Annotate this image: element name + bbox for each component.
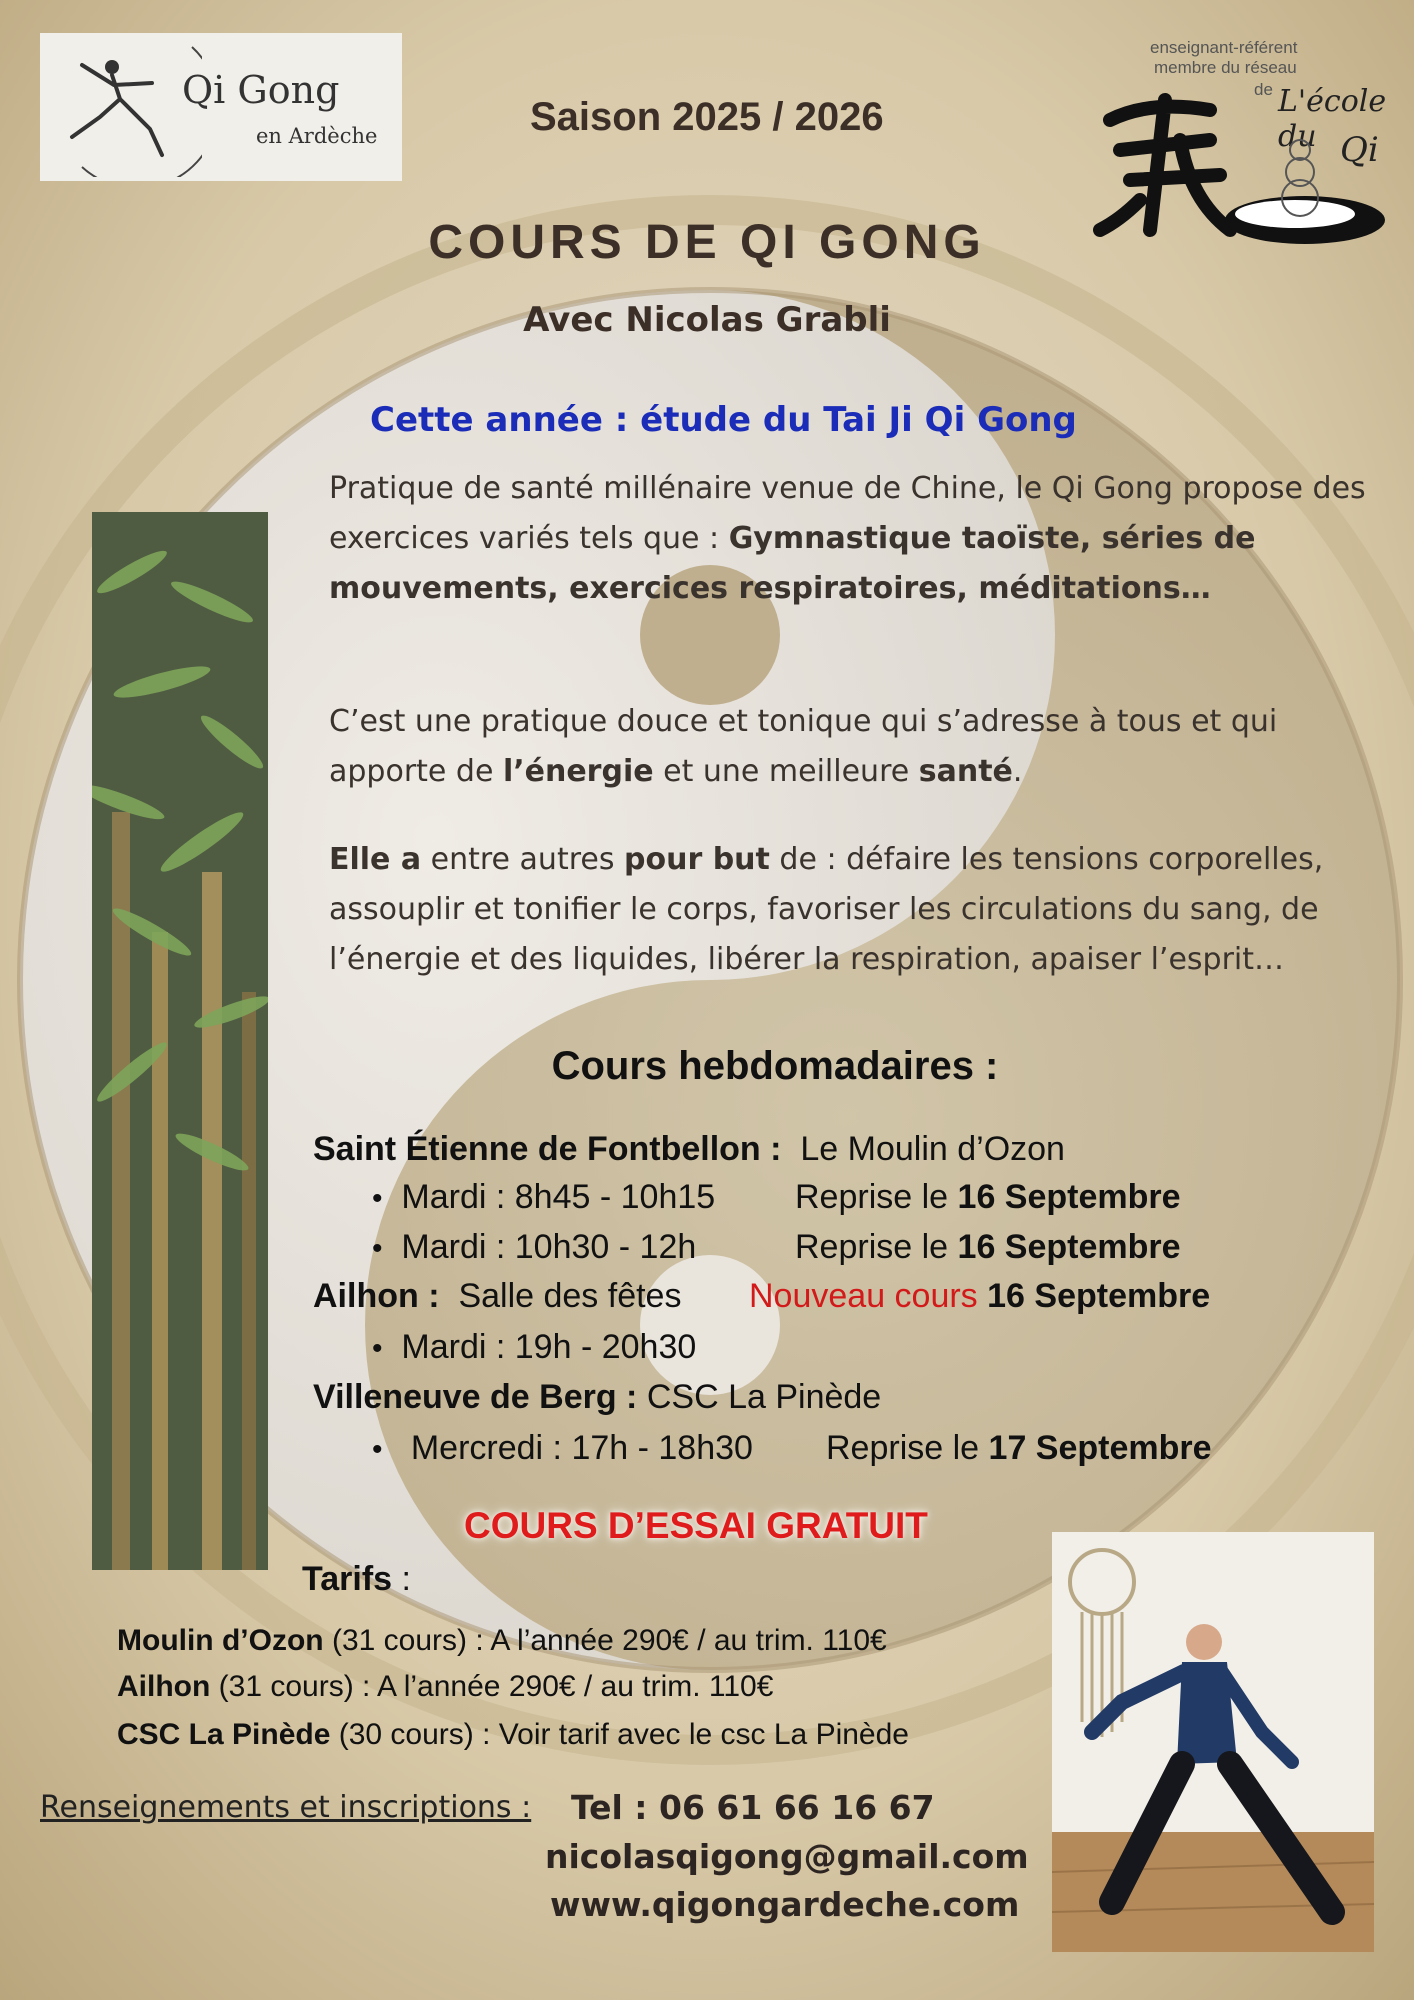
reprise-date: 17 Septembre: [988, 1429, 1212, 1467]
tarif-detail: (31 cours) : A l’année 290€ / au trim. 110€: [210, 1670, 774, 1703]
schedule-item: [372, 1228, 696, 1267]
schedule-item: [372, 1178, 715, 1217]
reprise-label: Reprise le: [795, 1228, 949, 1266]
goal-text-2: de : défaire les tensions corporelles, assouplir et tonifier le corps, favoriser les circulations du sang, de l’énergie et des liquides, libérer la respiration, apaiser l’esprit…: [329, 842, 1324, 977]
reprise-label: Reprise le: [826, 1429, 980, 1467]
website-link[interactable]: www.qigongardeche.com: [550, 1885, 1020, 1924]
location-ailhon: [313, 1277, 681, 1316]
intro-paragraph: [329, 464, 1389, 614]
new-course-notice: [749, 1277, 1210, 1316]
email-address[interactable]: nicolasqigong@gmail.com: [545, 1837, 1029, 1876]
logo-subtitle: en Ardèche: [256, 124, 378, 148]
location-name: Ailhon :: [313, 1277, 440, 1315]
location-name: Saint Étienne de Fontbellon :: [313, 1130, 782, 1168]
tarif-place: Ailhon: [117, 1670, 211, 1703]
bamboo-image: [92, 512, 268, 1570]
schedule-time: Mardi : 10h30 - 12h: [401, 1228, 697, 1266]
bullet: •: [372, 1433, 383, 1466]
schedule-item: [372, 1429, 753, 1468]
schedule-item: [372, 1328, 696, 1367]
tarif-detail: (31 cours) : A l’année 290€ / au trim. 110€: [323, 1624, 887, 1657]
instructor-photo: [1052, 1532, 1374, 1952]
ecole-text-line2: membre du réseau: [1154, 58, 1297, 77]
practice-bold-1: l’énergie: [502, 754, 654, 789]
location-venue: Salle des fêtes: [458, 1277, 682, 1315]
teacher-name: Avec Nicolas Grabli: [523, 300, 891, 340]
ecole-text-line1: enseignant-référent: [1150, 38, 1298, 57]
schedule-reprise: [795, 1228, 1181, 1267]
tarif-place: CSC La Pinède: [117, 1718, 331, 1751]
schedule-time: Mercredi : 17h - 18h30: [410, 1429, 753, 1467]
tarif-detail: (30 cours) : Voir tarif avec le csc La Pinède: [330, 1718, 909, 1751]
schedule-time: Mardi : 19h - 20h30: [401, 1328, 697, 1366]
ecole-text-line3: de: [1254, 80, 1273, 99]
new-course-label: Nouveau cours: [749, 1277, 978, 1315]
season-label: Saison 2025 / 2026: [530, 95, 884, 139]
qigong-figure-icon: [42, 37, 202, 177]
goal-text-1: entre autres: [421, 842, 625, 877]
schedule-reprise: [795, 1178, 1181, 1217]
intro-bold: Gymnastique taoïste, séries de mouvements, exercices respiratoires, méditations…: [329, 521, 1256, 606]
tarifs-colon: :: [392, 1560, 411, 1598]
location-venue: Le Moulin d’Ozon: [800, 1130, 1065, 1168]
practice-bold-2: santé: [918, 754, 1013, 789]
schedule-reprise: [826, 1429, 1212, 1468]
weekly-heading: Cours hebdomadaires :: [551, 1044, 999, 1088]
year-study-heading: Cette année : étude du Tai Ji Qi Gong: [370, 400, 1077, 440]
new-course-date: 16 Septembre: [987, 1277, 1211, 1315]
practice-paragraph: [329, 697, 1389, 797]
schedule-time: Mardi : 8h45 - 10h15: [401, 1178, 716, 1216]
intro-text: Pratique de santé millénaire venue de Chine, le Qi Gong propose des exercices variés tels que :: [329, 471, 1366, 556]
goal-bold-2: pour but: [624, 842, 770, 877]
tarif-row: [117, 1624, 887, 1658]
location-saint-etienne: [313, 1130, 1065, 1169]
tarif-place: Moulin d’Ozon: [117, 1624, 324, 1657]
goal-paragraph: [329, 835, 1389, 985]
bullet: •: [372, 1182, 383, 1215]
location-villeneuve: [313, 1378, 881, 1417]
bullet: •: [372, 1332, 383, 1365]
tarif-row: [117, 1718, 909, 1752]
ecole-brand-qi: Qi: [1340, 130, 1379, 170]
tarifs-label: Tarifs: [302, 1560, 393, 1598]
location-name: Villeneuve de Berg :: [313, 1378, 638, 1416]
bullet: •: [372, 1232, 383, 1265]
practice-text-3: .: [1012, 754, 1023, 789]
goal-bold-1: Elle a: [329, 842, 422, 877]
info-registration-label: Renseignements et inscriptions :: [40, 1790, 532, 1825]
reprise-label: Reprise le: [795, 1178, 949, 1216]
reprise-date: 16 Septembre: [957, 1228, 1181, 1266]
phone-number[interactable]: Tel : 06 61 66 16 67: [571, 1788, 935, 1827]
ecole-brand: L'école du: [1278, 84, 1387, 154]
practice-text-2: et une meilleure: [653, 754, 919, 789]
page-title: COURS DE QI GONG: [428, 216, 986, 269]
location-venue: CSC La Pinède: [646, 1378, 882, 1416]
logo-title: Qi Gong: [182, 68, 340, 112]
reprise-date: 16 Septembre: [957, 1178, 1181, 1216]
free-trial-banner: COURS D’ESSAI GRATUIT: [464, 1505, 928, 1546]
practice-text-1: C’est une pratique douce et tonique qui s’adresse à tous et qui apporte de: [329, 704, 1278, 789]
tarif-row: [117, 1670, 773, 1704]
tarifs-heading: [302, 1560, 411, 1599]
